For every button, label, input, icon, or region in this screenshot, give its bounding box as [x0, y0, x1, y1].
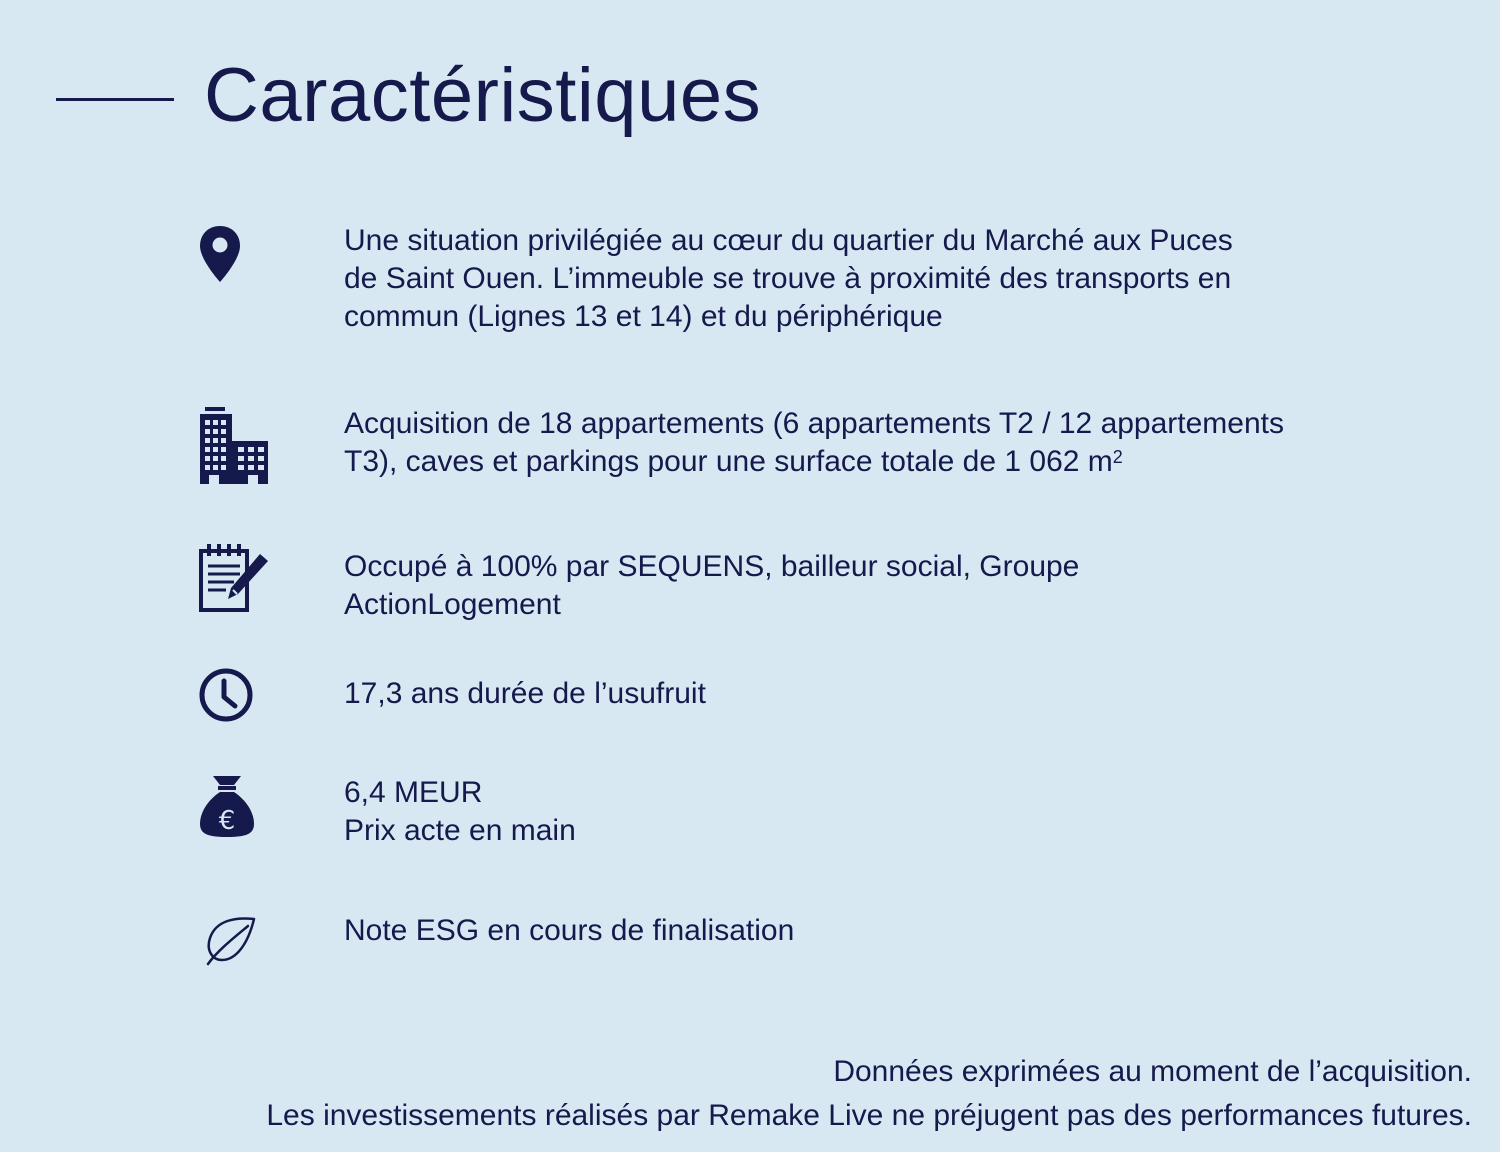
footer-line-2: Les investissements réalisés par Remake Live ne préjugent pas des performances futures.: [266, 1099, 1472, 1132]
notepad-pencil-icon: [196, 542, 272, 614]
feature-buildings-superscript: 2: [1112, 447, 1123, 467]
footer-disclaimer: [266, 1050, 1472, 1138]
svg-text:€: €: [218, 806, 236, 836]
feature-buildings-text: [344, 405, 1479, 481]
location-pin-icon: [196, 224, 244, 284]
footer-line-1: Données exprimées au moment de l’acquisition.: [833, 1055, 1472, 1088]
page-title: Caractéristiques: [204, 53, 762, 138]
clock-icon: [196, 667, 256, 727]
buildings-icon: [196, 405, 272, 485]
feature-location-text: Une situation privilégiée au cœur du quartier du Marché aux Puces de Saint Ouen. L’immeuble se trouve à proximité des transports en commun (Lignes 13 et 14) et du périphérique: [344, 224, 1233, 333]
feature-esg-text: Note ESG en cours de finalisation: [344, 914, 795, 947]
page-header: [56, 53, 762, 138]
feature-duration-text: 17,3 ans durée de l’usufruit: [344, 677, 706, 710]
leaf-icon: [196, 914, 258, 968]
feature-price-text: 6,4 MEUR Prix acte en main: [344, 776, 576, 847]
header-rule: [56, 98, 174, 101]
feature-buildings-text-main: Acquisition de 18 appartements (6 appartements T2 / 12 appartements T3), caves et parkings pour une surface totale de 1 062 m: [344, 407, 1285, 478]
feature-occupancy-text: Occupé à 100% par SEQUENS, bailleur social, Groupe ActionLogement: [344, 550, 1080, 621]
money-bag-euro-icon: [196, 774, 258, 840]
